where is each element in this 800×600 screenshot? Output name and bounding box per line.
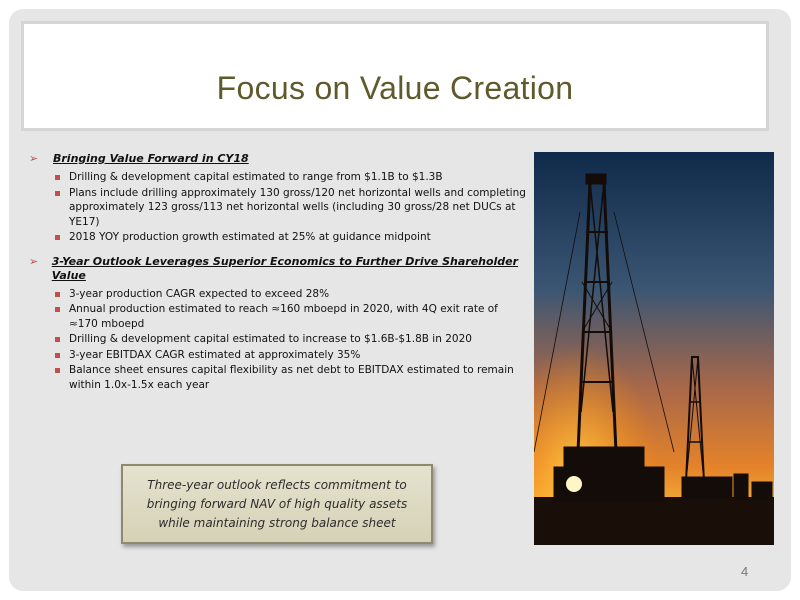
- title-box: [21, 21, 769, 131]
- arrowhead-bullet-icon: ➢: [29, 152, 39, 165]
- square-bullet-icon: [55, 307, 60, 312]
- list-item: [55, 186, 529, 230]
- bullet-text: Balance sheet ensures capital flexibility as net debt to EBITDAX estimated to remain within 1.0x-1.5x each year: [69, 364, 514, 391]
- square-bullet-icon: [55, 292, 60, 297]
- callout-text: Three-year outlook reflects commitment to bringing forward NAV of high quality assets while maintaining strong balance sheet: [146, 477, 408, 530]
- list-item: [55, 363, 529, 392]
- square-bullet-icon: [55, 337, 60, 342]
- section-1: [29, 152, 529, 245]
- slide-title: Focus on Value Creation: [216, 69, 574, 106]
- section-1-heading-row: [29, 152, 529, 166]
- square-bullet-icon: [55, 368, 60, 373]
- square-bullet-icon: [55, 353, 60, 358]
- bullet-text: Annual production estimated to reach ≈160 mboepd in 2020, with 4Q exit rate of ≈170 mboepd: [69, 303, 498, 330]
- square-bullet-icon: [55, 191, 60, 196]
- section-2-heading: 3-Year Outlook Leverages Superior Economics to Further Drive Shareholder Value: [51, 254, 519, 282]
- list-item: [55, 348, 529, 363]
- bullet-text: 2018 YOY production growth estimated at 25% at guidance midpoint: [69, 231, 431, 243]
- arrowhead-bullet-icon: ➢: [29, 254, 39, 268]
- bullet-text: Drilling & development capital estimated to range from $1.1B to $1.3B: [69, 171, 443, 183]
- oil-drilling-rigs-sunset-photo: [534, 152, 774, 545]
- list-item: [55, 230, 529, 245]
- list-item: [55, 332, 529, 347]
- bullet-content: [29, 152, 529, 402]
- callout-box: [121, 464, 433, 544]
- section-2: [29, 255, 529, 393]
- section-1-heading: Bringing Value Forward in CY18: [53, 152, 249, 165]
- section-2-heading-row: [29, 255, 529, 283]
- section-1-bullets: [29, 170, 529, 245]
- square-bullet-icon: [55, 235, 60, 240]
- list-item: [55, 170, 529, 185]
- list-item: [55, 287, 529, 302]
- square-bullet-icon: [55, 175, 60, 180]
- bullet-text: Plans include drilling approximately 130 gross/120 net horizontal wells and completing approximately 123 gross/113 net horizontal wells (including 30 gross/28 net DUCs at YE17): [69, 186, 526, 228]
- bullet-text: 3-year production CAGR expected to exceed 28%: [69, 287, 330, 300]
- section-2-bullets: [29, 287, 529, 393]
- list-item: [55, 302, 529, 331]
- bullet-text: 3-year EBITDAX CAGR estimated at approximately 35%: [69, 348, 361, 361]
- page-number: 4: [741, 564, 749, 579]
- bullet-text: Drilling & development capital estimated to increase to $1.6B-$1.8B in 2020: [69, 333, 472, 345]
